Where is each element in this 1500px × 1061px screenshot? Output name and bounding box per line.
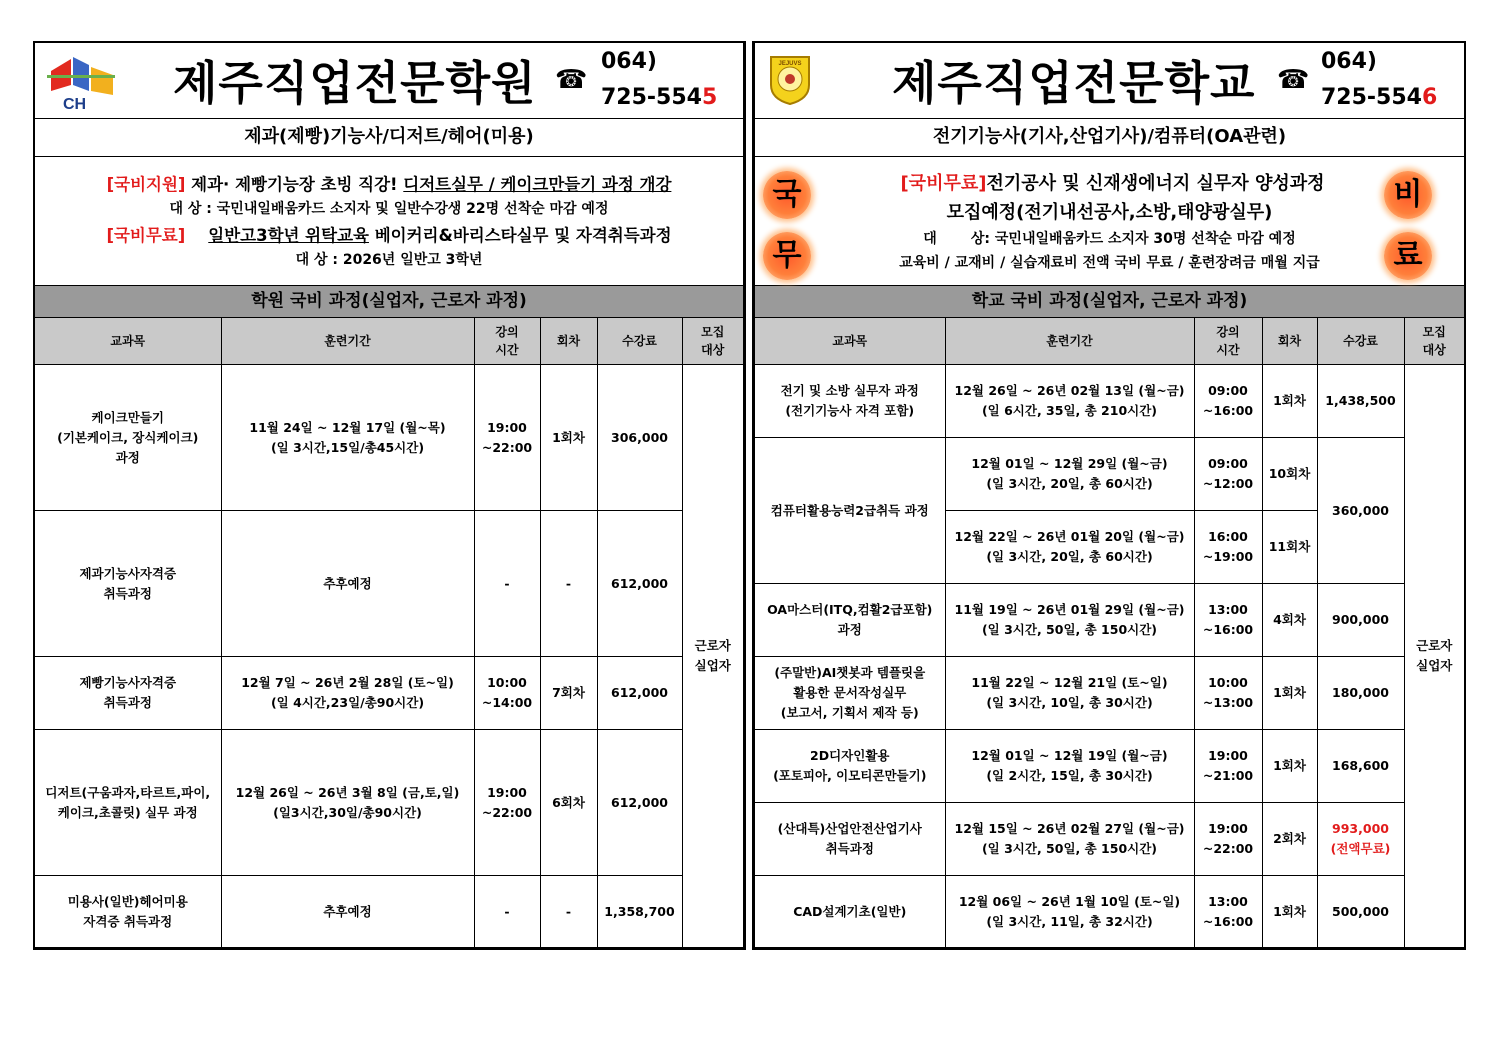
school-emblem bbox=[769, 55, 811, 105]
course-fee: 1,438,500 bbox=[1317, 365, 1404, 438]
course-time: 13:00 ~16:00 bbox=[1194, 876, 1262, 948]
school-subjects: 전기기능사(기사,산업기사)/컴퓨터(OA관련) bbox=[755, 119, 1464, 157]
col-header: 회차 bbox=[1262, 318, 1317, 365]
svg-text:JEJUVS: JEJUVS bbox=[778, 61, 802, 67]
course-period: 추후예정 bbox=[221, 876, 474, 948]
academy-title: 제주직업전문학원 bbox=[173, 56, 537, 110]
course-name: 케이크만들기 (기본케이크, 장식케이크) 과정 bbox=[35, 365, 221, 511]
table-row bbox=[755, 438, 1464, 511]
badge-mu: 무 bbox=[763, 232, 811, 280]
table-row bbox=[755, 584, 1464, 657]
course-name: (주말반)AI챗봇과 템플릿을 활용한 문서작성실무 (보고서, 기획서 제작 등) bbox=[755, 657, 945, 730]
academy-subjects: 제과(제빵)기능사/디저트/헤어(미용) bbox=[35, 119, 743, 157]
academy-section-title: 학원 국비 과정(실업자, 근로자 과정) bbox=[35, 286, 743, 318]
academy-phone-area: 064) bbox=[601, 49, 657, 74]
table-row bbox=[35, 876, 743, 948]
col-header: 모집 대상 bbox=[682, 318, 743, 365]
col-header: 교과목 bbox=[35, 318, 221, 365]
course-period: 11월 24일 ~ 12월 17일 (월~목) (일 3시간,15일/총45시간) bbox=[221, 365, 474, 511]
academy-logo bbox=[43, 51, 119, 111]
course-period: 11월 22일 ~ 12월 21일 (토~일) (일 3시간, 10일, 총 30시간) bbox=[945, 657, 1194, 730]
course-name: OA마스터(ITQ,컴활2급포함) 과정 bbox=[755, 584, 945, 657]
school-panel bbox=[753, 41, 1466, 950]
course-round: 4회차 bbox=[1262, 584, 1317, 657]
badge-bi: 비 bbox=[1384, 171, 1432, 219]
course-time: - bbox=[474, 511, 540, 657]
table-row bbox=[35, 730, 743, 876]
course-time: 10:00 ~13:00 bbox=[1194, 657, 1262, 730]
course-period: 12월 06일 ~ 26년 1월 10일 (토~일) (일 3시간, 11일, 총 32시간) bbox=[945, 876, 1194, 948]
badge-guk: 국 bbox=[763, 171, 811, 219]
col-header: 모집 대상 bbox=[1404, 318, 1464, 365]
col-header: 강의 시간 bbox=[474, 318, 540, 365]
svg-text:CH: CH bbox=[63, 96, 87, 111]
course-name: 전기 및 소방 실무자 과정 (전기기능사 자격 포함) bbox=[755, 365, 945, 438]
course-round: - bbox=[540, 511, 597, 657]
fee-note: (전액무료) bbox=[1330, 841, 1391, 856]
col-header: 수강료 bbox=[597, 318, 682, 365]
course-fee: 1,358,700 bbox=[597, 876, 682, 948]
course-round: 2회차 bbox=[1262, 803, 1317, 876]
school-header bbox=[755, 43, 1464, 119]
phone-icon: ☎ bbox=[1277, 65, 1310, 95]
course-name: CAD설계기초(일반) bbox=[755, 876, 945, 948]
academy-phone: 725-5545 bbox=[601, 85, 718, 110]
course-round: 1회차 bbox=[540, 365, 597, 511]
course-period: 12월 26일 ~ 26년 3월 8일 (금,토,일) (일3시간,30일/총90시간) bbox=[221, 730, 474, 876]
course-fee: 900,000 bbox=[1317, 584, 1404, 657]
table-row bbox=[35, 511, 743, 657]
school-phone-area: 064) bbox=[1321, 49, 1377, 74]
course-round: 6회차 bbox=[540, 730, 597, 876]
academy-notice bbox=[35, 157, 743, 286]
course-target: 근로자 실업자 bbox=[1404, 365, 1464, 948]
course-name: 제과기능사자격증 취득과정 bbox=[35, 511, 221, 657]
course-period: 12월 15일 ~ 26년 02월 27일 (월~금) (일 3시간, 50일, 총 150시간) bbox=[945, 803, 1194, 876]
course-fee: 180,000 bbox=[1317, 657, 1404, 730]
course-fee: 612,000 bbox=[597, 730, 682, 876]
course-period: 추후예정 bbox=[221, 511, 474, 657]
course-fee: 612,000 bbox=[597, 511, 682, 657]
notice-line-1: [국비무료]전기공사 및 신재생에너지 실무자 양성과정 bbox=[900, 173, 1325, 194]
course-period: 12월 01일 ~ 12월 29일 (월~금) (일 3시간, 20일, 총 60시간) bbox=[945, 438, 1194, 511]
table-row bbox=[755, 730, 1464, 803]
course-period: 12월 26일 ~ 26년 02월 13일 (월~금) (일 6시간, 35일, 총 210시간) bbox=[945, 365, 1194, 438]
panel-separator bbox=[745, 41, 753, 950]
course-fee: 612,000 bbox=[597, 657, 682, 730]
course-time: 16:00 ~19:00 bbox=[1194, 511, 1262, 584]
school-section-title: 학교 국비 과정(실업자, 근로자 과정) bbox=[755, 286, 1464, 318]
course-period: 12월 7일 ~ 26년 2월 28일 (토~일) (일 4시간,23일/총90시간) bbox=[221, 657, 474, 730]
col-header: 강의 시간 bbox=[1194, 318, 1262, 365]
course-time: 09:00 ~16:00 bbox=[1194, 365, 1262, 438]
school-course-table bbox=[755, 318, 1464, 948]
course-round: 1회차 bbox=[1262, 730, 1317, 803]
course-round: 11회차 bbox=[1262, 511, 1317, 584]
school-phone: 725-5546 bbox=[1321, 85, 1438, 110]
course-name: 디저트(구움과자,타르트,파이, 케이크,초콜릿) 실무 과정 bbox=[35, 730, 221, 876]
table-row bbox=[755, 657, 1464, 730]
table-row bbox=[35, 365, 743, 511]
col-header: 훈련기간 bbox=[221, 318, 474, 365]
course-round: 7회차 bbox=[540, 657, 597, 730]
course-fee: 306,000 bbox=[597, 365, 682, 511]
academy-header bbox=[35, 43, 743, 119]
notice-line-3: [국비무료] 일반고3학년 위탁교육 베이커리&바리스타실무 및 자격취득과정 bbox=[106, 226, 672, 245]
course-fee: 993,000 (전액무료) bbox=[1317, 803, 1404, 876]
course-period: 12월 22일 ~ 26년 01월 20일 (월~금) (일 3시간, 20일, 총 60시간) bbox=[945, 511, 1194, 584]
table-row bbox=[755, 803, 1464, 876]
course-time: 19:00 ~21:00 bbox=[1194, 730, 1262, 803]
course-fee: 168,600 bbox=[1317, 730, 1404, 803]
col-header: 교과목 bbox=[755, 318, 945, 365]
course-round: 1회차 bbox=[1262, 365, 1317, 438]
notice-line-1: [국비지원] 제과· 제빵기능장 초빙 직강! 디저트실무 / 케이크만들기 과정 개강 bbox=[106, 175, 672, 194]
course-time: 19:00 ~22:00 bbox=[474, 730, 540, 876]
course-time: 19:00 ~22:00 bbox=[474, 365, 540, 511]
course-time: 09:00 ~12:00 bbox=[1194, 438, 1262, 511]
course-name: 제빵기능사자격증 취득과정 bbox=[35, 657, 221, 730]
course-round: 1회차 bbox=[1262, 876, 1317, 948]
school-title: 제주직업전문학교 bbox=[892, 56, 1256, 110]
course-name: (산대특)산업안전산업기사 취득과정 bbox=[755, 803, 945, 876]
col-header: 수강료 bbox=[1317, 318, 1404, 365]
course-name: 2D디자인활용 (포토피아, 이모티콘만들기) bbox=[755, 730, 945, 803]
course-time: 13:00 ~16:00 bbox=[1194, 584, 1262, 657]
notice-line-4: 교육비 / 교재비 / 실습재료비 전액 국비 무료 / 훈련장려금 매월 지급 bbox=[899, 255, 1320, 271]
phone-icon: ☎ bbox=[555, 65, 588, 95]
course-fee: 360,000 bbox=[1317, 438, 1404, 584]
notice-line-3: 대 상: 국민내일배움카드 소지자 30명 선착순 마감 예정 bbox=[923, 231, 1296, 247]
course-fee: 500,000 bbox=[1317, 876, 1404, 948]
notice-line-2: 대 상 : 국민내일배움카드 소지자 및 일반수강생 22명 선착순 마감 예정 bbox=[169, 201, 609, 217]
course-name: 미용사(일반)헤어미용 자격증 취득과정 bbox=[35, 876, 221, 948]
table-row bbox=[755, 365, 1464, 438]
course-round: 1회차 bbox=[1262, 657, 1317, 730]
notice-line-4: 대 상 : 2026년 일반고 3학년 bbox=[295, 252, 483, 268]
notice-line-2: 모집예정(전기내선공사,소방,태양광실무) bbox=[946, 202, 1273, 223]
col-header: 회차 bbox=[540, 318, 597, 365]
course-period: 11월 19일 ~ 26년 01월 29일 (월~금) (일 3시간, 50일, 총 150시간) bbox=[945, 584, 1194, 657]
badge-ryo: 료 bbox=[1384, 232, 1432, 280]
col-header: 훈련기간 bbox=[945, 318, 1194, 365]
course-time: - bbox=[474, 876, 540, 948]
course-round: 10회차 bbox=[1262, 438, 1317, 511]
course-period: 12월 01일 ~ 12월 19일 (월~금) (일 2시간, 15일, 총 30시간) bbox=[945, 730, 1194, 803]
academy-panel bbox=[33, 41, 745, 950]
table-row bbox=[35, 657, 743, 730]
course-time: 19:00 ~22:00 bbox=[1194, 803, 1262, 876]
course-target: 근로자 실업자 bbox=[682, 365, 743, 948]
table-row bbox=[755, 876, 1464, 948]
course-time: 10:00 ~14:00 bbox=[474, 657, 540, 730]
academy-course-table bbox=[35, 318, 743, 948]
course-round: - bbox=[540, 876, 597, 948]
school-notice bbox=[755, 157, 1464, 286]
course-name: 컴퓨터활용능력2급취득 과정 bbox=[755, 438, 945, 584]
